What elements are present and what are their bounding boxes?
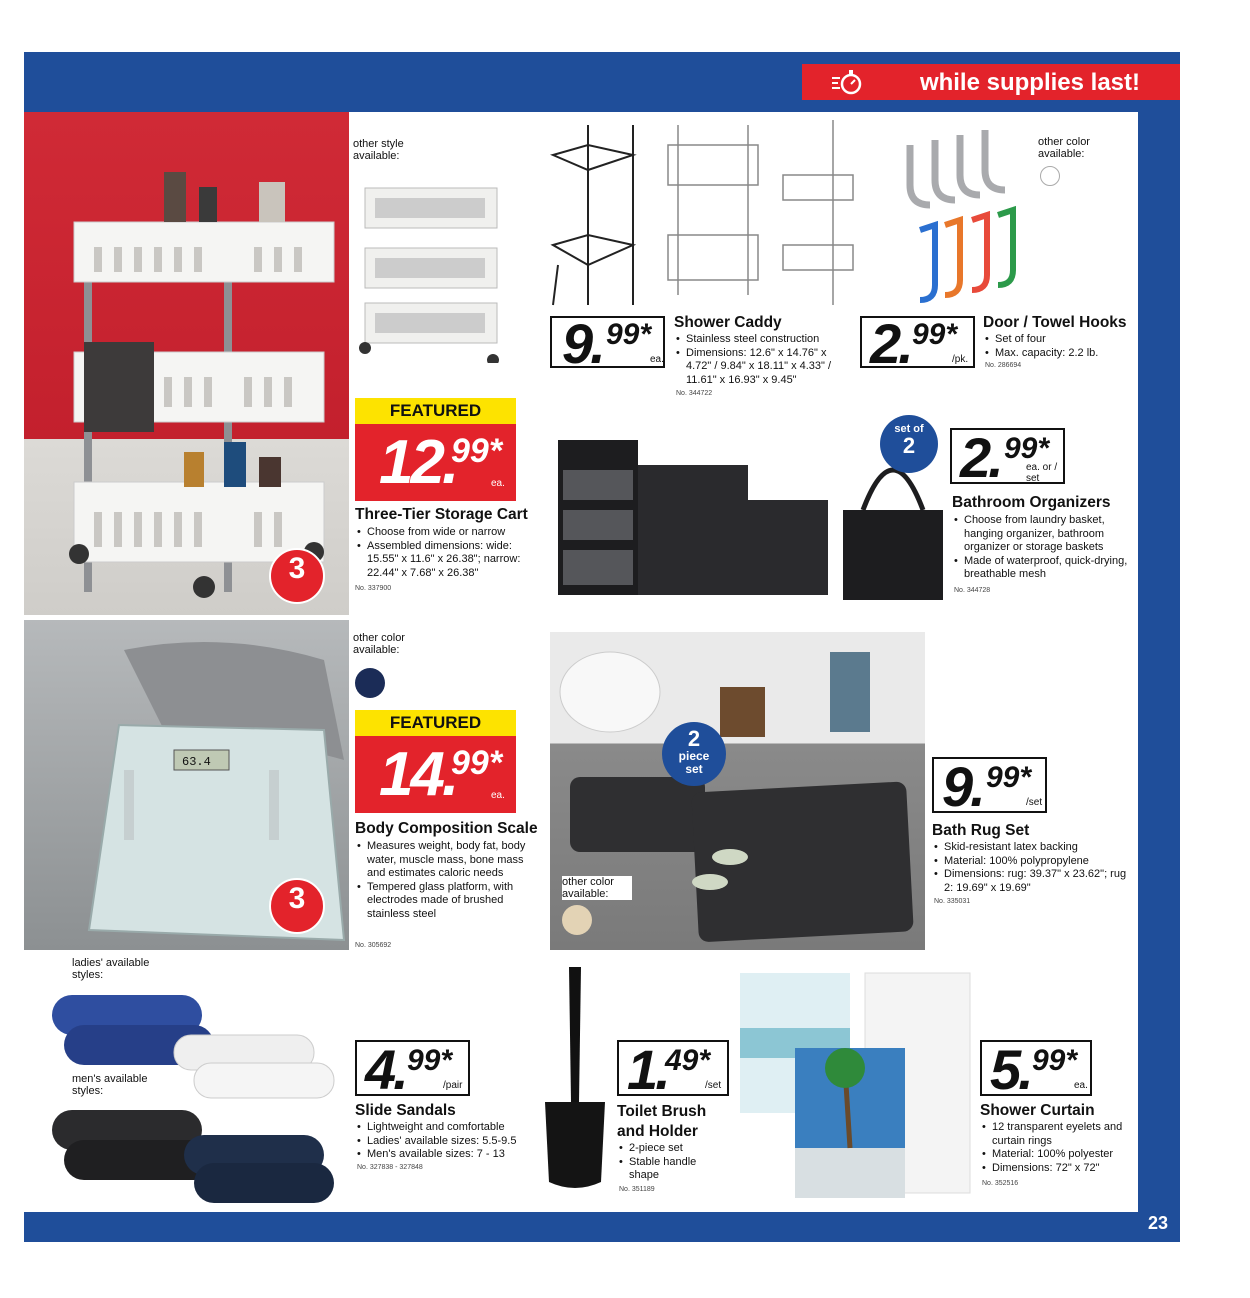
- product-title: Door / Towel Hooks: [983, 314, 1127, 331]
- stopwatch-icon: [832, 68, 862, 96]
- supplies-banner: [802, 64, 1180, 100]
- sandals-price: [355, 1038, 470, 1101]
- beige-color-swatch: [562, 905, 592, 935]
- shower-caddy-price: [550, 312, 665, 375]
- ladies-styles-label: ladies' available styles:: [72, 957, 150, 981]
- item-number: No. 337900: [355, 585, 392, 592]
- product-title: Bath Rug Set: [932, 822, 1030, 839]
- price-main: 2.: [870, 312, 911, 375]
- toilet-brush-photo: [535, 962, 615, 1197]
- item-number: No. 352516: [982, 1180, 1019, 1187]
- towel-hooks-price: [860, 312, 975, 375]
- product-title: Slide Sandals: [355, 1102, 456, 1119]
- price-unit: ea.: [650, 354, 664, 365]
- toilet-brush-illustration: [535, 962, 615, 1197]
- other-color-note: other color available:: [1038, 136, 1090, 160]
- price-unit: ea. or / set: [1026, 462, 1058, 484]
- warranty-years: 3: [288, 882, 306, 915]
- narrow-cart-illustration: [355, 178, 507, 363]
- shower-caddy-illustration: [548, 115, 858, 310]
- price-cents: 99*: [606, 318, 652, 351]
- price-unit: /set: [1026, 797, 1043, 808]
- price-unit: ea.: [1074, 1080, 1088, 1091]
- white-color-swatch: [1040, 166, 1060, 186]
- product-title: Shower Curtain: [980, 1102, 1095, 1119]
- bullet-list: [934, 841, 1134, 895]
- bullet: • Tempered glass platform, with electrodes made of brushed stainless steel: [357, 881, 537, 922]
- narrow-cart-photo: [355, 178, 507, 363]
- bullet: • Measures weight, body fat, body water, muscle mass, bone mass and estimates caloric needs: [357, 840, 537, 881]
- product-title: Three-Tier Storage Cart: [355, 506, 528, 523]
- price-cents: 99*: [451, 432, 503, 470]
- bullet: • Made of waterproof, quick-drying, breathable mesh: [954, 555, 1134, 582]
- towel-hooks-illustration: [880, 115, 1030, 310]
- bullet-list: [954, 514, 1134, 582]
- product-title: Toilet Brush and Holder: [617, 1103, 707, 1140]
- scale-price: [355, 736, 516, 813]
- bullet: • Choose from laundry basket, hanging organizer, bathroom organizer or storage baskets: [954, 514, 1134, 555]
- bullet-list: [357, 840, 537, 921]
- price-main: 4.: [365, 1038, 406, 1101]
- bullet-list: [357, 1121, 557, 1162]
- price-main: 1.: [627, 1038, 668, 1101]
- bullet: • Assembled dimensions: wide: 15.55" x 11.6" x 26.38"; narrow: 22.44" x 7.68" x 26.38": [357, 540, 542, 581]
- bullet-list: [619, 1142, 729, 1183]
- bullet: • Max. capacity: 2.2 lb.: [985, 347, 1125, 361]
- price-unit: ea.: [491, 790, 505, 801]
- storage-cart-photo: [24, 112, 349, 615]
- warranty-seal: [269, 548, 325, 604]
- toilet-brush-price: [617, 1038, 729, 1101]
- item-number: No. 327838 - 327848: [357, 1164, 423, 1171]
- price-main: 9.: [562, 312, 603, 375]
- price-unit: /pk.: [952, 354, 969, 365]
- price-main: 9.: [942, 755, 983, 818]
- price-unit: /set: [705, 1080, 722, 1091]
- badge-number: 2: [687, 726, 701, 751]
- product-title: Shower Caddy: [674, 314, 782, 331]
- page-number: 23: [1147, 1213, 1168, 1233]
- bullet: • Material: 100% polypropylene: [934, 855, 1134, 869]
- badge-label: set of: [894, 423, 924, 435]
- scale-display: 63.4: [182, 755, 211, 769]
- bath-rug-illustration: [550, 632, 925, 950]
- price-cents: 99*: [451, 744, 503, 782]
- product-title: Body Composition Scale: [355, 820, 538, 837]
- other-color-note: other color available:: [562, 876, 632, 900]
- product-title: Bathroom Organizers: [952, 494, 1111, 511]
- bullet: • Choose from wide or narrow: [357, 526, 542, 540]
- shower-curtain-illustration: [735, 968, 975, 1200]
- price-cents: 99*: [986, 761, 1032, 794]
- featured-label: FEATURED: [355, 398, 516, 424]
- bullet: • Stable handle shape: [619, 1156, 729, 1183]
- price-main: 12.: [379, 428, 457, 497]
- bullet: • Dimensions: 72" x 72": [982, 1162, 1137, 1176]
- price-cents: 99*: [407, 1044, 453, 1077]
- featured-label: FEATURED: [355, 710, 516, 736]
- item-number: No. 344722: [676, 390, 713, 397]
- bath-rug-price: [932, 755, 1047, 818]
- bullet: • Men's available sizes: 7 - 13: [357, 1148, 557, 1162]
- bullet: • Material: 100% polyester: [982, 1148, 1137, 1162]
- item-number: No. 335031: [934, 898, 971, 905]
- navy-color-swatch: [355, 668, 385, 698]
- set-badge: [880, 415, 938, 473]
- bullet: • Stainless steel construction: [676, 333, 846, 347]
- mens-styles-label: men's available styles:: [72, 1073, 162, 1097]
- bath-rug-photo: [550, 632, 925, 950]
- price-main: 5.: [990, 1038, 1031, 1101]
- bullet: • Lightweight and comfortable: [357, 1121, 557, 1135]
- bullet: • 2-piece set: [619, 1142, 729, 1156]
- price-cents: 99*: [912, 318, 958, 351]
- bullet: • Dimensions: rug: 39.37" x 23.62"; rug 2: 19.69" x 19.69": [934, 868, 1134, 895]
- item-number: No. 344728: [954, 587, 991, 594]
- price-cents: 99*: [1004, 432, 1050, 465]
- item-number: No. 286694: [985, 362, 1022, 369]
- towel-hooks-photo: [880, 115, 1030, 310]
- price-main: 14.: [379, 740, 457, 809]
- bullet: • Set of four: [985, 333, 1125, 347]
- bullet-list: [357, 526, 542, 580]
- sandals-illustration: [44, 985, 344, 1210]
- price-unit: ea.: [491, 478, 505, 489]
- price-unit: /pair: [443, 1080, 463, 1091]
- other-style-note: other style available:: [353, 138, 404, 162]
- bullet: • Dimensions: 12.6" x 14.76" x 4.72" / 9.84" x 18.11" x 4.33" / 11.61" x 16.93" x 9.45": [676, 347, 846, 388]
- price-cents: 99*: [1032, 1044, 1078, 1077]
- shower-curtain-photo: [735, 968, 975, 1200]
- bullet: • Skid-resistant latex backing: [934, 841, 1134, 855]
- shower-caddy-photo: [548, 115, 858, 310]
- warranty-seal: [269, 878, 325, 934]
- warranty-years: 3: [288, 552, 306, 585]
- bullet-list: [676, 333, 846, 387]
- storage-cart-price: [355, 424, 516, 501]
- shower-curtain-price: [980, 1038, 1092, 1101]
- sandals-photo: [44, 985, 344, 1210]
- banner-text: while supplies last!: [919, 69, 1140, 96]
- item-number: No. 305692: [355, 942, 392, 949]
- bullet-list: [985, 333, 1125, 360]
- price-cents: 49*: [665, 1044, 711, 1077]
- item-number: No. 351189: [619, 1186, 655, 1193]
- bullet-list: [982, 1121, 1137, 1175]
- bullet: • Ladies' available sizes: 5.5-9.5: [357, 1135, 557, 1149]
- piece-set-badge: [662, 722, 726, 786]
- storage-cart-illustration: [24, 112, 349, 615]
- price-main: 2.: [960, 426, 1001, 489]
- badge-label: piece set: [678, 749, 710, 776]
- bullet: • 12 transparent eyelets and curtain rings: [982, 1121, 1137, 1148]
- other-color-note: other color available:: [353, 632, 405, 656]
- organizers-price: [950, 426, 1065, 489]
- badge-number: 2: [902, 433, 916, 458]
